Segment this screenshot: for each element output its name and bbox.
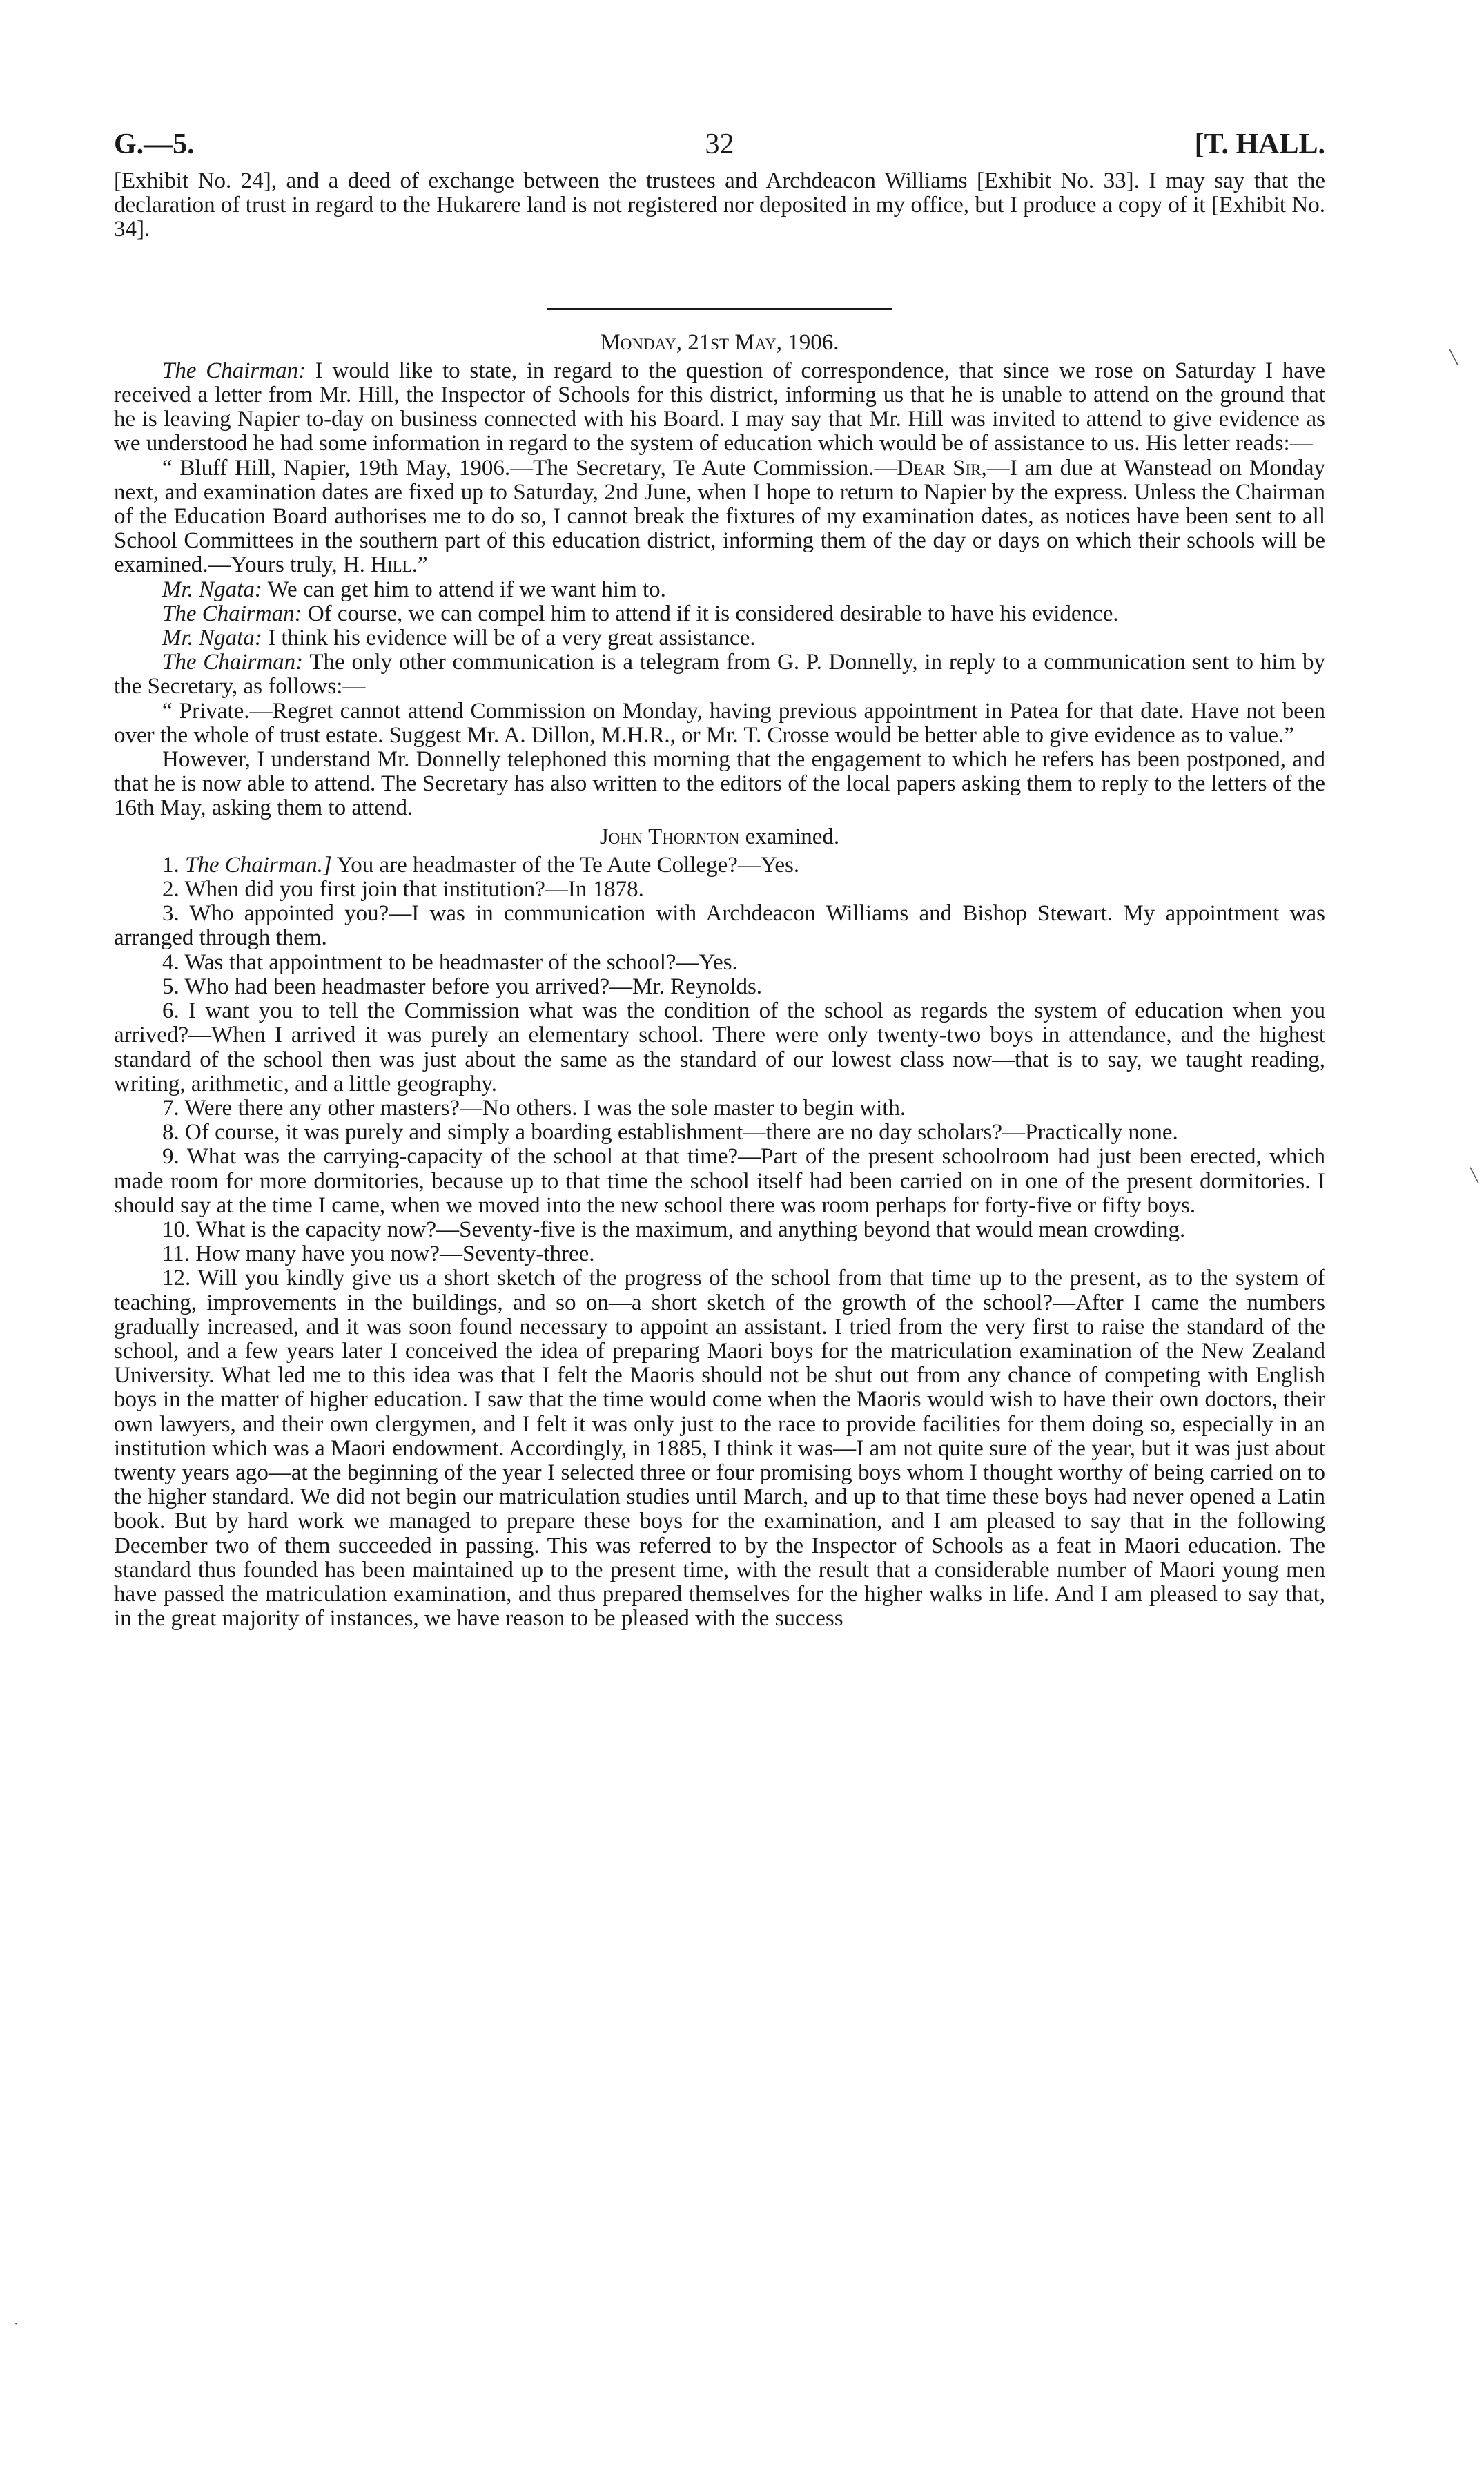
chairman-remark-3-text: The only other communication is a telegram from G. P. Donnelly, in reply to a communication sent to him by the Secretary, as follows:— (114, 650, 1325, 699)
telegram-quote: “ Private.—Regret cannot attend Commission on Monday, having previous appointment in Patea for that date. Have not been over the whole of trust estate. Suggest Mr. A. Dillon, M.H.R., or Mr. T. Crosse would be better able to give evidence as to value.” (114, 698, 1325, 748)
speaker-chairman: The Chairman: (162, 601, 302, 626)
letter-end: .” (411, 552, 428, 578)
question-3: 3. Who appointed you?—I was in communication with Archdeacon Williams and Bishop Stewart. My appointment was arranged through them. (114, 901, 1325, 951)
speaker-ngata: Mr. Ngata: (162, 626, 262, 651)
ngata-remark-1 (114, 578, 1325, 602)
speaker-ngata: Mr. Ngata: (162, 577, 262, 602)
question-12: 12. Will you kindly give us a short sketch of the progress of the school from that time up to the present, as to the system of teaching, improvements in the buildings, and so on—a short sketch of the growth of the school?—After I came the numbers gradually increased, and it was soon found necessary to appoint an assistant. I tried from the very first to raise the standard of the school, and a few years later I conceived the idea of preparing Maori boys for the matriculation examination of the New Zealand University. What led me to this idea was that I felt the Maoris should not be shut out from any chance of competing with English boys in the matter of higher education. I saw that the time would come when the Maoris would wish to have their own doctors, their own lawyers, and their own clergymen, and I felt it was only just to the race to provide facilities for them doing so, especially in an institution which was a Maori endowment. Accordingly, in 1885, I think it was—I am not quite sure of the year, but it was just about twenty years ago—at the beginning of the year I selected three or four promising boys whom I thought worthy of being carried on to the higher standard. We did not begin our matriculation studies until March, and up to that time these boys had never opened a Latin book. But by hard work we managed to prepare these boys for the examination, and I am pleased to say that in the following December two of them succeeded in passing. This was referred to by the Inspector of Schools as a feat in Maori education. The standard thus founded has been maintained up to the present time, with the result that a considerable number of Maori young men have passed the matriculation examination, and thus prepared themselves for the higher walks in life. And I am pleased to say that, in the great majority of instances, we have reason to be pleased with the success (114, 1266, 1325, 1632)
letter-signature: Hill (371, 552, 412, 578)
chairman-remark-2-text: Of course, we can compel him to attend if it is considered desirable to have his evidence. (307, 601, 1119, 626)
document-page (114, 121, 1325, 1631)
letter-text-a: “ Bluff Hill, Napier, 19th May, 1906.—The Secretary, Te Aute Commission.— (162, 455, 897, 481)
chairman-statement (114, 359, 1325, 456)
question-9: 9. What was the carrying-capacity of the school at that time?—Part of the present schoolroom had just been erected, which made room for more dormitories, because up to that time the school itself had been carried on in one of the present dormitories. I should say at the time I came, when we moved into the new school there was room perhaps for forty-five or fifty boys. (114, 1144, 1325, 1218)
scan-mark: ╲ (1470, 1168, 1479, 1183)
witness-running-head: [T. HALL. (1194, 128, 1325, 160)
witness-heading (114, 825, 1325, 849)
question-5: 5. Who had been headmaster before you arrived?—Mr. Reynolds. (162, 974, 763, 999)
chairman-remark-2 (114, 602, 1325, 626)
scan-mark: · (14, 2316, 19, 2332)
ngata-remark-1-text: We can get him to attend if we want him to. (267, 577, 666, 602)
chairman-remark-3 (114, 650, 1325, 699)
question-2: 2. When did you first join that institution?—In 1878. (162, 877, 644, 902)
question-1-text: You are headmaster of the Te Aute College?—Yes. (336, 852, 800, 878)
page-number: 32 (705, 128, 734, 160)
speaker-chairman: The Chairman: (162, 358, 306, 383)
witness-name: John Thornton (599, 824, 740, 849)
intro-paragraph: [Exhibit No. 24], and a deed of exchange between the trustees and Archdeacon Williams [Exhibit No. 33]. I may say that the declaration of trust in regard to the Hukarere land is not registered nor deposited in my office, but I produce a copy of it [Exhibit No. 34]. (114, 168, 1325, 242)
ngata-remark-2 (114, 626, 1325, 650)
question-6: 6. I want you to tell the Commission what was the condition of the school as regards the system of education when you arrived?—When I arrived it was purely an elementary school. There were only twenty-two boys in attendance, and the highest standard of the school then was just about the same as the standard of our lowest class now—that is to say, we taught reading, writing, arithmetic, and a little geography. (114, 998, 1325, 1096)
question-1 (114, 853, 1325, 878)
scan-mark: ╲ (1449, 350, 1458, 365)
document-reference: G.—5. (114, 128, 195, 160)
letter-salutation: Dear Sir, (897, 455, 987, 481)
question-1-number: 1. (162, 852, 179, 878)
however-paragraph: However, I understand Mr. Donnelly telephoned this morning that the engagement to which he refers has been postponed, and that he is now able to attend. The Secretary has also written to the editors of the local papers asking them to reply to the letters of the 16th May, asking them to attend. (114, 747, 1325, 821)
question-10: 10. What is the capacity now?—Seventy-five is the maximum, and anything beyond that would mean crowding. (162, 1217, 1186, 1242)
letter-quote (114, 456, 1325, 578)
letter-text-b: —I am due at Wanstead on Monday next, and examination dates are fixed up to Saturday, 2nd June, when I hope to return to Napier by the express. Unless the Chairman of the Education Board authorises me to do so, I cannot break the fixtures of my examination dates, as notices have been sent to all School Committees in the southern part of this education district, informing them of the day or days on which their schools will be examined.—Yours truly, H. (114, 455, 1325, 578)
question-11: 11. How many have you now?—Seventy-three. (162, 1241, 595, 1267)
question-7: 7. Were there any other masters?—No others. I was the sole master to begin with. (162, 1095, 906, 1121)
chairman-statement-text: I would like to state, in regard to the question of correspondence, that since we rose on Saturday I have received a letter from Mr. Hill, the Inspector of Schools for this district, informing us that he is unable to attend on the ground that he is leaving Napier to-day on business connected with his Board. I may say that Mr. Hill was invited to attend to give evidence as we understood he had some information in regard to the system of education which would be of assistance to us. His letter reads:— (114, 358, 1325, 456)
question-4: 4. Was that appointment to be headmaster of the school?—Yes. (162, 949, 738, 975)
question-8: 8. Of course, it was purely and simply a boarding establishment—there are no day scholars?—Practically none. (162, 1120, 1178, 1145)
page-header (114, 121, 1325, 169)
ngata-remark-2-text: I think his evidence will be of a very great assistance. (268, 626, 756, 651)
date-heading: Monday, 21st May, 1906. (600, 329, 839, 355)
speaker-chairman-q: The Chairman.] (185, 852, 332, 878)
section-divider (547, 308, 892, 310)
witness-suffix: examined. (739, 824, 840, 849)
speaker-chairman: The Chairman: (162, 650, 304, 675)
